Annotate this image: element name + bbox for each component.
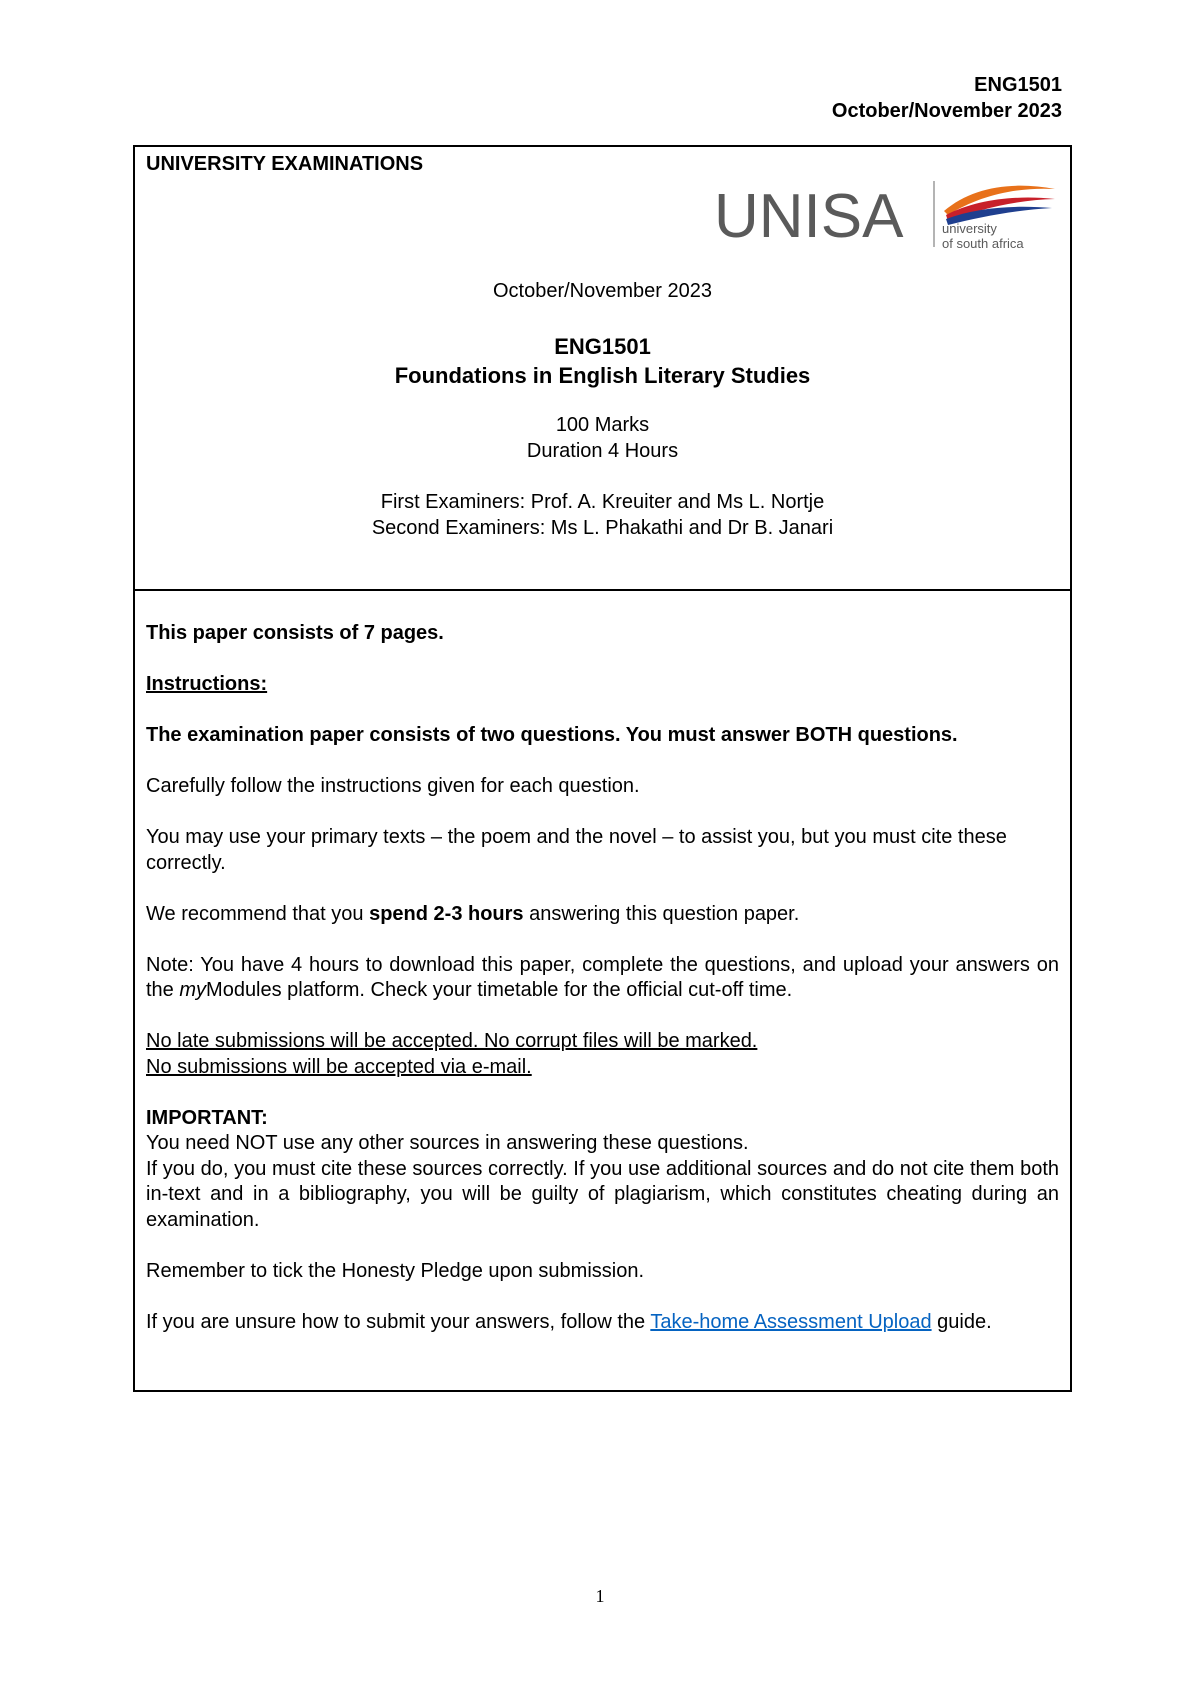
page-header <box>832 72 1062 124</box>
header-session: October/November 2023 <box>831 100 1062 122</box>
honesty-pledge-note: Remember to tick the Honesty Pledge upon submission. <box>146 1259 645 1282</box>
logo-tagline-2: of south africa <box>942 236 1024 251</box>
follow-instructions: Carefully follow the instructions given for each question. <box>146 775 640 797</box>
important-line-2: If you do, you must cite these sources correctly. If you use additional sources and do not cite them both in-text and in a bibliography, you will be guilty of plagiarism, which constitutes cheating during an examination. <box>146 1157 1059 1231</box>
no-email-submissions: No submissions will be accepted via e-mail. <box>146 1055 532 1078</box>
module-code: ENG1501 <box>554 334 651 359</box>
second-examiners: Second Examiners: Ms L. Phakathi and Dr B. Janari <box>371 517 834 539</box>
examiners <box>135 489 1070 541</box>
upload-guide-note: If you are unsure how to submit your answers, follow the Take-home Assessment Upload guide. <box>146 1310 992 1333</box>
my-italic: my <box>179 979 207 1001</box>
upload-note: Note: You have 4 hours to download this paper, complete the questions, and upload your answers on the myModules platform. Check your timetable for the official cut-off time. <box>146 953 1059 1001</box>
instructions-box <box>133 589 1072 1392</box>
first-examiners: First Examiners: Prof. A. Kreuiter and Ms L. Nortje <box>380 491 825 513</box>
important-section <box>146 1106 1059 1234</box>
upload-guide-link[interactable]: Take-home Assessment Upload <box>650 1310 932 1333</box>
duration: Duration 4 Hours <box>526 440 679 462</box>
header-module-code: ENG1501 <box>974 74 1062 96</box>
logo-wordmark: UNISA <box>714 182 904 251</box>
page-number: 1 <box>595 1586 605 1606</box>
marks-duration <box>135 412 1070 464</box>
university-examinations-label: UNIVERSITY EXAMINATIONS <box>146 153 424 175</box>
logo-tagline-1: university <box>942 221 997 236</box>
answer-both-instruction: The examination paper consists of two questions. You must answer BOTH questions. <box>146 724 958 746</box>
time-recommendation: We recommend that you spend 2-3 hours answering this question paper. <box>146 902 800 925</box>
module-title: Foundations in English Literary Studies <box>394 363 811 388</box>
important-heading: IMPORTANT: <box>146 1106 268 1129</box>
recommended-duration: spend 2-3 hours <box>369 902 524 925</box>
cover-box <box>133 145 1072 591</box>
important-line-1: You need NOT use any other sources in answering these questions. <box>146 1132 749 1154</box>
cover-session: October/November 2023 <box>492 280 712 302</box>
unisa-logo <box>712 175 1057 253</box>
module-heading <box>135 332 1070 390</box>
page-count: This paper consists of 7 pages. <box>146 622 444 644</box>
primary-texts-note: You may use your primary texts – the poem and the novel – to assist you, but you must cite these correctly. <box>146 826 1007 874</box>
submission-rules <box>146 1029 1059 1080</box>
no-late-submissions: No late submissions will be accepted. No corrupt files will be marked. <box>146 1030 758 1052</box>
instructions-heading: Instructions: <box>146 673 268 695</box>
instructions-body <box>146 621 1059 1361</box>
total-marks: 100 Marks <box>555 414 650 436</box>
